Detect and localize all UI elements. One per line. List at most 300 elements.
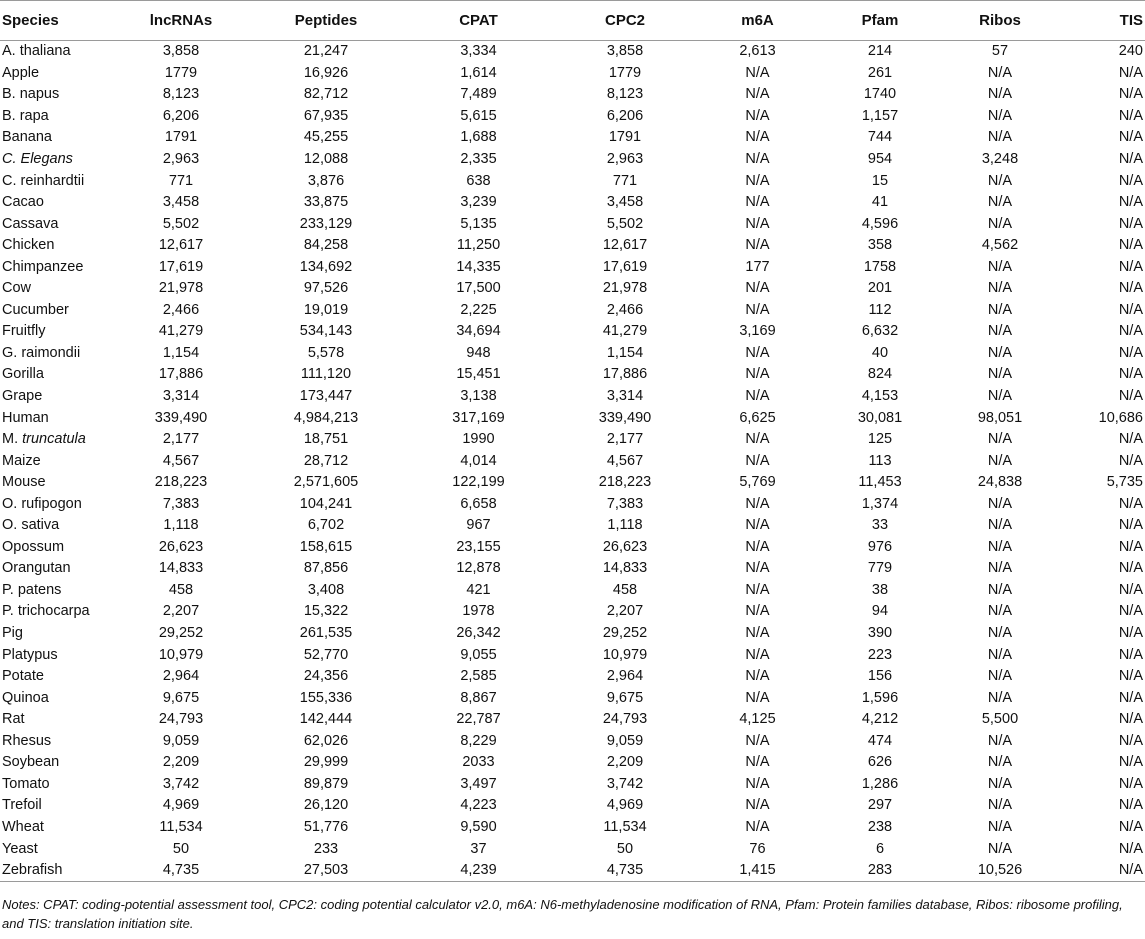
cell-species: Cow xyxy=(2,280,32,297)
cell-m6a: N/A xyxy=(745,301,770,318)
cell-cpat: 967 xyxy=(466,517,491,534)
cell-m6a: N/A xyxy=(745,560,770,577)
table-row xyxy=(0,537,1145,559)
table-notes: Notes: CPAT: coding-potential assessment tool, CPC2: coding potential calculator v2.0, m6A: N6-methyladenosine modification of RNA, Pfam: Protein families database, Ribos: ribosome profiling, and TIS: translation initiation site. xyxy=(2,897,1123,931)
cell-ribos: N/A xyxy=(987,258,1013,275)
cell-peptides: 29,999 xyxy=(303,754,349,771)
table-row xyxy=(0,515,1145,537)
cell-m6a: N/A xyxy=(745,86,770,103)
cell-peptides: 104,241 xyxy=(299,495,353,512)
cell-cpat: 421 xyxy=(466,581,491,598)
cell-cpc2: 2,963 xyxy=(606,151,644,167)
cell-m6a: N/A xyxy=(745,732,770,749)
cell-cpc2: 6,206 xyxy=(606,107,644,124)
cell-cpc2: 1791 xyxy=(608,129,642,146)
cell-peptides: 84,258 xyxy=(303,237,349,254)
cell-ribos: N/A xyxy=(987,194,1013,211)
table-row xyxy=(0,170,1145,192)
table-row xyxy=(0,343,1145,365)
cell-cpat: 9,055 xyxy=(460,646,497,663)
cell-cpc2: 10,979 xyxy=(602,646,648,663)
cell-cpc2: 17,886 xyxy=(602,366,648,383)
cell-tis: N/A xyxy=(1118,323,1143,340)
table-row xyxy=(0,644,1145,666)
cell-m6a: N/A xyxy=(745,775,770,792)
cell-cpat: 7,489 xyxy=(460,86,497,103)
cell-cpat: 4,239 xyxy=(402,860,555,882)
table-row xyxy=(0,106,1145,128)
cell-cpc2: 2,964 xyxy=(606,668,644,685)
cell-m6a: N/A xyxy=(745,64,770,81)
cell-pfam: 4,596 xyxy=(861,215,899,232)
cell-peptides: 51,776 xyxy=(303,818,349,835)
cell-pfam: 30,081 xyxy=(857,409,903,426)
cell-lncrnas: 9,059 xyxy=(162,732,200,749)
cell-cpc2: 4,969 xyxy=(606,797,644,814)
cell-ribos: N/A xyxy=(987,732,1013,749)
cell-tis: N/A xyxy=(1118,818,1143,835)
cell-m6a: 2,613 xyxy=(739,43,776,60)
cell-cpc2: 12,617 xyxy=(602,237,648,254)
cell-species: Zebrafish xyxy=(0,860,112,882)
cell-ribos: 5,500 xyxy=(981,711,1019,728)
cell-peptides: 15,322 xyxy=(303,603,349,620)
table-row xyxy=(0,472,1145,494)
header-pfam: Pfam xyxy=(820,1,940,41)
cell-peptides: 534,143 xyxy=(299,323,353,340)
cell-tis: 5,735 xyxy=(1106,474,1143,491)
cell-lncrnas: 6,206 xyxy=(162,107,200,124)
cell-pfam: 744 xyxy=(867,129,893,146)
cell-pfam: 6 xyxy=(875,840,885,857)
cell-lncrnas: 218,223 xyxy=(154,474,208,491)
cell-cpat: 6,658 xyxy=(460,495,497,512)
cell-tis: N/A xyxy=(1118,86,1143,103)
cell-cpat: 4,223 xyxy=(460,797,497,814)
cell-cpat: 37 xyxy=(470,840,487,857)
header-tis: TIS xyxy=(1060,1,1145,41)
cell-m6a: N/A xyxy=(745,237,770,254)
table-row xyxy=(0,300,1145,322)
cell-peptides: 45,255 xyxy=(303,129,349,146)
header-cpat: CPAT xyxy=(402,1,555,41)
cell-ribos: 10,526 xyxy=(940,860,1060,882)
cell-pfam: 201 xyxy=(867,280,893,297)
cell-m6a: N/A xyxy=(745,280,770,297)
cell-pfam: 4,153 xyxy=(861,388,899,405)
cell-m6a: N/A xyxy=(745,431,770,448)
table-row xyxy=(0,364,1145,386)
cell-peptides: 3,408 xyxy=(307,581,345,598)
table-row xyxy=(0,558,1145,580)
cell-cpat: 15,451 xyxy=(456,366,501,383)
cell-cpc2: 771 xyxy=(612,172,638,189)
cell-peptides: 5,578 xyxy=(307,344,345,361)
cell-cpat: 34,694 xyxy=(456,323,501,340)
cell-ribos: N/A xyxy=(987,129,1013,146)
cell-lncrnas: 458 xyxy=(168,581,194,598)
cell-m6a: N/A xyxy=(745,495,770,512)
cell-tis: N/A xyxy=(1118,646,1143,663)
table-row xyxy=(0,256,1145,278)
cell-tis: N/A xyxy=(1118,344,1143,361)
cell-ribos: N/A xyxy=(987,581,1013,598)
cell-lncrnas: 3,742 xyxy=(162,775,200,792)
table-row xyxy=(0,601,1145,623)
cell-cpc2: 7,383 xyxy=(606,495,644,512)
cell-species: B. napus xyxy=(2,86,60,103)
cell-pfam: 824 xyxy=(867,366,893,383)
cell-cpc2: 1,118 xyxy=(607,517,643,534)
cell-species: Potate xyxy=(2,668,44,685)
header-lncrnas: lncRNAs xyxy=(112,1,250,41)
cell-tis: N/A xyxy=(1118,280,1143,297)
cell-species: B. rapa xyxy=(2,107,49,124)
cell-ribos: N/A xyxy=(987,344,1013,361)
cell-lncrnas: 4,567 xyxy=(162,452,200,469)
cell-cpc2: 2,466 xyxy=(606,301,644,318)
cell-species: O. rufipogon xyxy=(2,495,82,512)
cell-m6a: N/A xyxy=(745,818,770,835)
cell-cpat: 2,585 xyxy=(460,668,497,685)
cell-pfam: 1,286 xyxy=(861,775,899,792)
cell-pfam: 4,212 xyxy=(861,711,899,728)
cell-lncrnas: 771 xyxy=(168,172,194,189)
cell-tis: N/A xyxy=(1118,732,1143,749)
cell-peptides: 24,356 xyxy=(303,668,349,685)
cell-m6a: N/A xyxy=(745,215,770,232)
cell-species: Chicken xyxy=(2,237,55,254)
cell-peptides: 6,702 xyxy=(307,517,345,534)
cell-pfam: 223 xyxy=(867,646,893,663)
cell-ribos: N/A xyxy=(987,797,1013,814)
cell-pfam: 283 xyxy=(820,860,940,882)
table-row xyxy=(0,795,1145,817)
cell-pfam: 214 xyxy=(867,43,893,60)
table-row xyxy=(0,429,1145,451)
cell-cpat: 3,497 xyxy=(460,775,497,792)
cell-pfam: 1,596 xyxy=(861,689,899,706)
table-row xyxy=(0,192,1145,214)
table-row xyxy=(0,235,1145,257)
cell-tis: N/A xyxy=(1118,560,1143,577)
cell-tis: N/A xyxy=(1118,517,1143,534)
cell-m6a: 76 xyxy=(749,840,766,857)
cell-tis: N/A xyxy=(1118,538,1143,555)
table-row xyxy=(0,666,1145,688)
cell-lncrnas: 50 xyxy=(172,840,190,857)
cell-cpc2: 3,742 xyxy=(606,775,644,792)
cell-cpat: 2,225 xyxy=(460,301,497,318)
cell-tis: 240 xyxy=(1118,43,1143,60)
cell-m6a: N/A xyxy=(745,646,770,663)
cell-cpat: 8,229 xyxy=(460,732,497,749)
cell-species: Rat xyxy=(2,711,25,728)
cell-tis: N/A xyxy=(1118,388,1143,405)
cell-lncrnas: 10,979 xyxy=(158,646,204,663)
table-row xyxy=(0,580,1145,602)
cell-pfam: 41 xyxy=(871,194,889,211)
cell-ribos: N/A xyxy=(987,646,1013,663)
cell-m6a: N/A xyxy=(745,797,770,814)
cell-peptides: 233,129 xyxy=(299,215,353,232)
table-row xyxy=(0,709,1145,731)
cell-lncrnas: 4,735 xyxy=(112,860,250,882)
cell-pfam: 1758 xyxy=(863,258,897,275)
cell-lncrnas: 29,252 xyxy=(158,625,204,642)
cell-tis: N/A xyxy=(1118,366,1143,383)
cell-ribos: 4,562 xyxy=(981,237,1019,254)
cell-lncrnas: 17,886 xyxy=(158,366,204,383)
cell-tis: N/A xyxy=(1118,625,1143,642)
cell-peptides: 12,088 xyxy=(303,151,349,167)
cell-m6a: N/A xyxy=(745,129,770,146)
cell-tis: 10,686 xyxy=(1098,409,1143,426)
cell-cpat: 4,014 xyxy=(460,452,497,469)
cell-pfam: 238 xyxy=(867,818,893,835)
cell-ribos: N/A xyxy=(987,538,1013,555)
cell-ribos: 24,838 xyxy=(977,474,1023,491)
cell-cpc2: 3,314 xyxy=(606,388,644,405)
cell-peptides: 4,984,213 xyxy=(293,409,359,426)
cell-species: Gorilla xyxy=(2,366,44,383)
cell-tis: N/A xyxy=(1118,495,1143,512)
cell-cpat: 5,135 xyxy=(460,215,497,232)
cell-ribos: N/A xyxy=(987,689,1013,706)
table-row xyxy=(0,41,1145,63)
header-peptides: Peptides xyxy=(250,1,402,41)
cell-lncrnas: 339,490 xyxy=(154,409,208,426)
cell-pfam: 626 xyxy=(867,754,893,771)
cell-pfam: 976 xyxy=(867,538,893,555)
cell-ribos: N/A xyxy=(987,172,1013,189)
header-ribos: Ribos xyxy=(940,1,1060,41)
cell-tis: N/A xyxy=(1118,129,1143,146)
cell-species: Orangutan xyxy=(2,560,71,577)
cell-species: Trefoil xyxy=(2,797,42,814)
cell-m6a: N/A xyxy=(745,754,770,771)
cell-m6a: N/A xyxy=(745,194,770,211)
cell-lncrnas: 8,123 xyxy=(162,86,200,103)
cell-peptides: 233 xyxy=(313,840,339,857)
cell-lncrnas: 21,978 xyxy=(158,280,204,297)
cell-species: Platypus xyxy=(2,646,58,663)
cell-cpc2: 41,279 xyxy=(602,323,648,340)
cell-cpc2: 24,793 xyxy=(602,711,648,728)
cell-tis: N/A xyxy=(1118,194,1143,211)
cell-tis: N/A xyxy=(1118,797,1143,814)
cell-lncrnas: 41,279 xyxy=(158,323,204,340)
cell-cpat: 638 xyxy=(466,172,491,189)
cell-lncrnas: 17,619 xyxy=(158,258,204,275)
cell-tis: N/A xyxy=(1118,668,1143,685)
cell-species: Maize xyxy=(2,452,41,469)
cell-ribos: N/A xyxy=(987,366,1013,383)
cell-cpc2: 14,833 xyxy=(602,560,648,577)
cell-lncrnas: 3,858 xyxy=(162,43,200,60)
table-row xyxy=(0,838,1145,860)
cell-ribos: N/A xyxy=(987,301,1013,318)
cell-tis: N/A xyxy=(1118,172,1143,189)
cell-lncrnas: 2,963 xyxy=(162,151,200,167)
cell-cpc2: 29,252 xyxy=(602,625,648,642)
cell-cpc2: 3,858 xyxy=(606,43,644,60)
cell-lncrnas: 3,458 xyxy=(162,194,200,211)
cell-lncrnas: 7,383 xyxy=(162,495,200,512)
cell-cpat: 1,614 xyxy=(460,64,497,81)
cell-species: A. thaliana xyxy=(2,43,71,60)
cell-pfam: 94 xyxy=(871,603,889,620)
cell-m6a: N/A xyxy=(745,603,770,620)
cell-lncrnas: 14,833 xyxy=(158,560,204,577)
cell-species: Rhesus xyxy=(2,732,52,749)
cell-lncrnas: 26,623 xyxy=(158,538,204,555)
cell-cpc2: 3,458 xyxy=(606,194,644,211)
cell-m6a: N/A xyxy=(745,538,770,555)
table-row xyxy=(0,84,1145,106)
cell-cpc2: 21,978 xyxy=(602,280,648,297)
cell-cpc2: 50 xyxy=(616,840,634,857)
cell-ribos: N/A xyxy=(987,107,1013,124)
cell-m6a: N/A xyxy=(745,366,770,383)
cell-lncrnas: 1779 xyxy=(164,64,198,81)
cell-lncrnas: 3,314 xyxy=(162,388,200,405)
table-row xyxy=(0,817,1145,839)
cell-species: Grape xyxy=(2,388,43,405)
cell-m6a: N/A xyxy=(745,452,770,469)
cell-cpat: 2033 xyxy=(462,754,495,771)
cell-tis: N/A xyxy=(1118,301,1143,318)
cell-cpc2: 1779 xyxy=(608,64,642,81)
cell-cpat: 1,688 xyxy=(460,129,497,146)
cell-cpat: 3,138 xyxy=(460,388,497,405)
cell-cpc2: 458 xyxy=(612,581,638,598)
cell-lncrnas: 2,466 xyxy=(162,301,200,318)
cell-peptides: 2,571,605 xyxy=(293,474,359,491)
cell-pfam: 261 xyxy=(867,64,893,81)
cell-tis: N/A xyxy=(1118,237,1143,254)
cell-cpat: 9,590 xyxy=(460,818,497,835)
cell-m6a: N/A xyxy=(745,172,770,189)
cell-ribos: N/A xyxy=(987,775,1013,792)
cell-peptides: 97,526 xyxy=(303,280,349,297)
cell-species: M. truncatula xyxy=(2,431,86,448)
cell-lncrnas: 5,502 xyxy=(162,215,200,232)
cell-cpat: 3,334 xyxy=(460,43,497,60)
cell-pfam: 954 xyxy=(867,151,893,167)
cell-ribos: N/A xyxy=(987,818,1013,835)
cell-peptides: 18,751 xyxy=(303,431,349,448)
cell-species: Soybean xyxy=(2,754,60,771)
cell-lncrnas: 2,964 xyxy=(162,668,200,685)
cell-m6a: 6,625 xyxy=(739,409,776,426)
cell-species: Opossum xyxy=(2,538,65,555)
cell-peptides: 142,444 xyxy=(299,711,353,728)
cell-pfam: 390 xyxy=(867,625,893,642)
header-m6a: m6A xyxy=(695,1,820,41)
cell-species: Quinoa xyxy=(2,689,49,706)
cell-tis: N/A xyxy=(1118,64,1143,81)
cell-tis: N/A xyxy=(1118,754,1143,771)
cell-cpat: 122,199 xyxy=(452,474,505,491)
table-row xyxy=(0,623,1145,645)
cell-tis: N/A xyxy=(1118,258,1143,275)
cell-pfam: 38 xyxy=(871,581,889,598)
cell-species: Wheat xyxy=(2,818,44,835)
cell-pfam: 358 xyxy=(867,237,893,254)
cell-species: Human xyxy=(2,409,49,426)
cell-ribos: N/A xyxy=(987,431,1013,448)
cell-ribos: N/A xyxy=(987,625,1013,642)
cell-m6a: 1,415 xyxy=(695,860,820,882)
cell-cpat: 3,239 xyxy=(460,194,497,211)
cell-ribos: N/A xyxy=(987,452,1013,469)
cell-ribos: 3,248 xyxy=(981,151,1019,167)
cell-peptides: 158,615 xyxy=(299,538,353,555)
cell-lncrnas: 2,209 xyxy=(162,754,200,771)
cell-m6a: N/A xyxy=(745,668,770,685)
cell-peptides: 19,019 xyxy=(303,301,349,318)
cell-pfam: 125 xyxy=(867,431,893,448)
cell-lncrnas: 12,617 xyxy=(158,237,204,254)
cell-cpc2: 9,675 xyxy=(606,689,644,706)
cell-ribos: 98,051 xyxy=(977,409,1023,426)
cell-pfam: 113 xyxy=(868,452,892,469)
cell-m6a: N/A xyxy=(745,107,770,124)
cell-peptides: 26,120 xyxy=(303,797,349,814)
table-row xyxy=(0,407,1145,429)
cell-pfam: 112 xyxy=(868,301,892,318)
cell-m6a: 3,169 xyxy=(739,323,776,340)
cell-m6a: N/A xyxy=(745,388,770,405)
table-row xyxy=(0,149,1145,171)
cell-cpat: 23,155 xyxy=(456,538,501,555)
cell-ribos: N/A xyxy=(987,560,1013,577)
cell-species: O. sativa xyxy=(2,517,60,534)
cell-pfam: 297 xyxy=(867,797,893,814)
cell-cpc2: 2,209 xyxy=(606,754,644,771)
cell-ribos: N/A xyxy=(987,86,1013,103)
cell-tis: N/A xyxy=(1118,107,1143,124)
cell-tis: N/A xyxy=(1118,452,1143,469)
table-row xyxy=(0,321,1145,343)
cell-species: Apple xyxy=(2,64,40,81)
cell-peptides: 89,879 xyxy=(303,775,349,792)
cell-cpc2: 218,223 xyxy=(598,474,652,491)
cell-cpat: 14,335 xyxy=(456,258,501,275)
cell-species: Tomato xyxy=(2,775,50,792)
cell-ribos: N/A xyxy=(987,840,1013,857)
cell-ribos: N/A xyxy=(987,64,1013,81)
header-species: Species xyxy=(0,1,112,41)
cell-lncrnas: 2,177 xyxy=(162,431,200,448)
cell-species: Cucumber xyxy=(2,301,69,318)
cell-cpc2: 1,154 xyxy=(606,344,644,361)
cell-peptides: 33,875 xyxy=(303,194,349,211)
table-row xyxy=(0,687,1145,709)
header-cpc2: CPC2 xyxy=(555,1,695,41)
cell-m6a: 177 xyxy=(745,258,770,275)
cell-m6a: N/A xyxy=(745,517,770,534)
header-row xyxy=(0,1,1145,41)
cell-pfam: 11,453 xyxy=(858,474,902,491)
cell-species: C. Elegans xyxy=(2,151,73,167)
cell-species: P. trichocarpa xyxy=(2,603,90,620)
cell-cpc2: 2,207 xyxy=(606,603,644,620)
cell-m6a: N/A xyxy=(745,344,770,361)
cell-cpc2: 339,490 xyxy=(598,409,652,426)
cell-species: Banana xyxy=(2,129,52,146)
